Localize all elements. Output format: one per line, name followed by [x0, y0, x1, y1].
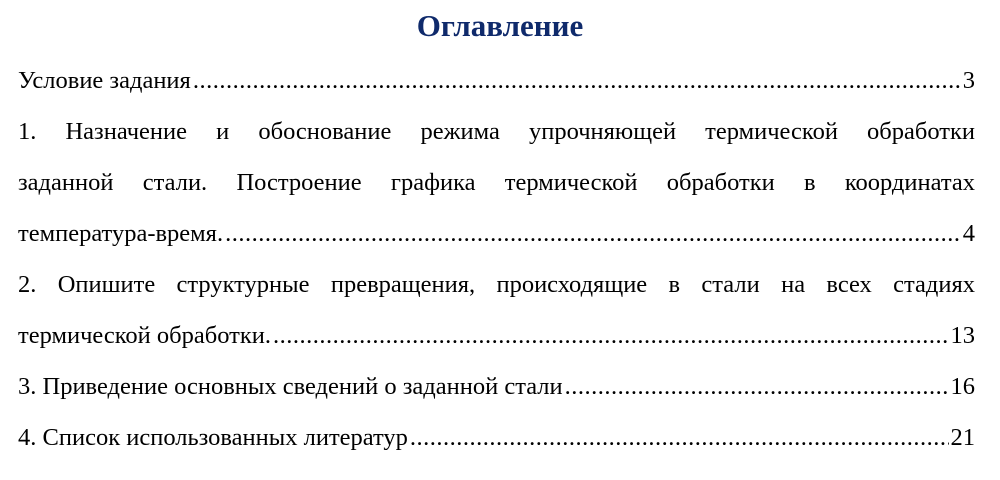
toc-entry-section-1[interactable]: [18, 109, 975, 262]
toc-entry-line: [18, 58, 975, 109]
dot-leader: [193, 58, 961, 104]
toc-page-number: 4: [962, 220, 975, 247]
dot-leader: [225, 211, 961, 257]
toc-entry-line: 2. Опишите структурные превращения, происходящие в стали на всех стадиях: [18, 271, 975, 298]
toc-entry-section-4[interactable]: [18, 415, 975, 466]
table-of-contents: [18, 58, 975, 466]
toc-entry-section-3[interactable]: [18, 364, 975, 415]
dot-leader: [565, 364, 949, 410]
toc-entry-line: [18, 415, 975, 466]
toc-entry-text: температура-время.: [18, 220, 224, 247]
toc-entry-text: термической обработки.: [18, 322, 271, 349]
toc-entry-line: [18, 313, 975, 364]
toc-entry-line: [18, 364, 975, 415]
toc-page-number: 16: [950, 373, 975, 400]
toc-entry-section-2[interactable]: [18, 262, 975, 364]
toc-entry-line: заданной стали. Построение графика термической обработки в координатах: [18, 169, 975, 196]
toc-entry-line: 1. Назначение и обоснование режима упрочняющей термической обработки: [18, 118, 975, 145]
toc-entry-text: Условие задания: [18, 67, 191, 94]
toc-entry-text: 4. Список использованных литератур: [18, 424, 408, 451]
toc-page-number: 3: [962, 67, 975, 94]
toc-entry-task-statement[interactable]: [18, 58, 975, 109]
dot-leader: [273, 313, 949, 359]
toc-heading: Оглавление: [416, 8, 584, 43]
dot-leader: [410, 415, 949, 461]
toc-entry-text: 3. Приведение основных сведений о заданной стали: [18, 373, 563, 400]
toc-page-number: 21: [950, 424, 975, 451]
toc-page-number: 13: [950, 322, 975, 349]
toc-entry-line: [18, 211, 975, 262]
